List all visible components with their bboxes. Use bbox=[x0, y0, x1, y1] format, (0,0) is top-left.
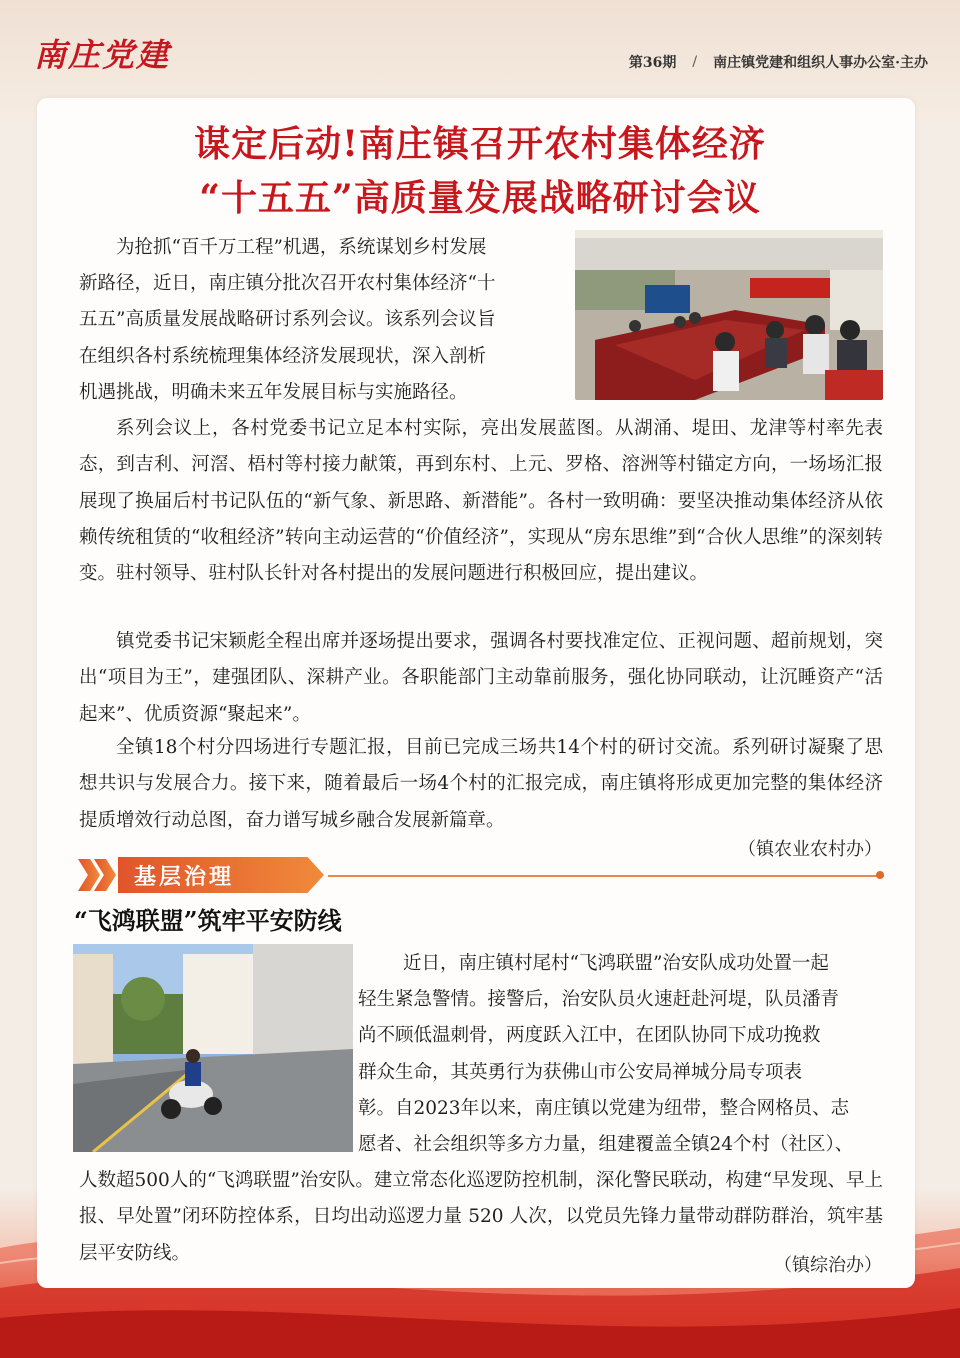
section-dot bbox=[876, 871, 884, 879]
article1-intro-cont bbox=[79, 266, 559, 411]
organizer-text: 南庄镇党建和组织人事办公室·主办 bbox=[713, 55, 928, 71]
side-line: 群众生命，其英勇行为获佛山市公安局禅城分局专项表 bbox=[358, 1061, 803, 1083]
chevron-right-icon bbox=[78, 859, 100, 891]
article2-source: （镇综治办） bbox=[774, 1255, 882, 1276]
side-line: 愿者、社会组织等多方力量，组建覆盖全镇24个村（社区）、 bbox=[358, 1134, 854, 1156]
article1-source: （镇农业农村办） bbox=[738, 839, 882, 860]
intro-line: 在组织各村系统梳理集体经济发展现状，深入剖析 bbox=[79, 345, 487, 367]
section-divider bbox=[328, 875, 884, 877]
intro-line: 五五”高质量发展战略研讨系列会议。该系列会议旨 bbox=[79, 309, 496, 331]
section-label: 基层治理 bbox=[134, 864, 235, 890]
masthead-info bbox=[629, 52, 928, 72]
side-line: 近日，南庄镇村尾村“飞鸿联盟”治安队成功处置一起 bbox=[403, 953, 829, 974]
intro-line: 机遇挑战，明确未来五年发展目标与实施路径。 bbox=[79, 381, 468, 403]
side-line: 轻生紧急警情。接警后，治安队员火速赶赴河堤，队员潘青 bbox=[358, 989, 840, 1010]
article1-paragraph2: 系列会议上，各村党委书记立足本村实际，亮出发展蓝图。从湖涌、堤田、龙津等村率先表态，到吉利、河滘、梧村等村接力献策，再到东村、上元、罗格、溶洲等村锚定方向，一场场汇报展现了换届后村书记队伍的“新气象、新思路、新潜能”。各村一致明确：要坚决推动集体经济从依赖传统租赁的“收租经济”转向主动运营的“价值经济”，实现从“房东思维”到“合伙人思维”的深刻转变。驻村领导、驻村队长针对各村提出的发展问题进行积极回应，提出建议。 bbox=[79, 418, 883, 585]
article-title-line1: 谋定后动!南庄镇召开农村集体经济 bbox=[194, 123, 766, 165]
article1-paragraph4: 全镇18个村分四场进行专题汇报，目前已完成三场共14个村的研讨交流。系列研讨凝聚了思想共识与发展合力。接下来，随着最后一场4个村的汇报完成，南庄镇将形成更加完整的集体经济提质增效行动总图，奋力谱写城乡融合发展新篇章。 bbox=[79, 737, 883, 831]
side-line: 彰。自2023年以来，南庄镇以党建为纽带，整合网格员、志 bbox=[358, 1097, 850, 1119]
article2-side-text bbox=[358, 982, 884, 1163]
issue-number: 第36期 bbox=[628, 55, 677, 71]
article2-title: “飞鸿联盟”筑牢平安防线 bbox=[74, 906, 342, 935]
masthead-logo: 南庄党建 bbox=[34, 36, 171, 74]
article2-paragraph-rest: 人数超500人的“飞鸿联盟”治安队。建立常态化巡逻防控机制，深化警民联动，构建“早发现、早上报、早处置”闭环防控体系，日均出动巡逻力量 520 人次，以党员先锋力量带动群防群治，筑牢基层平安防线。 bbox=[79, 1170, 883, 1264]
article1-paragraph3: 镇党委书记宋颖彪全程出席并逐场提出要求，强调各村要找准定位、正视问题、超前规划，突出“项目为王”，建强团队、深耕产业。各职能部门主动靠前服务，强化协同联动，让沉睡资产“活起来”、优质资源“聚起来”。 bbox=[79, 631, 883, 725]
intro-line: 新路径，近日，南庄镇分批次召开农村集体经济“十 bbox=[79, 273, 496, 294]
article1-intro bbox=[79, 230, 559, 266]
article-title-line2: “十五五”高质量发展战略研讨会议 bbox=[199, 177, 761, 219]
meeting-photo bbox=[575, 230, 883, 400]
article2-side-first bbox=[366, 946, 884, 982]
side-line: 尚不顾低温刺骨，两度跃入江中，在团队协同下成功挽救 bbox=[358, 1025, 821, 1047]
section-header bbox=[78, 853, 884, 895]
masthead-divider: / bbox=[692, 54, 698, 70]
intro-line: 为抢抓“百千万工程”机遇，系统谋划乡村发展 bbox=[116, 237, 487, 258]
patrol-photo bbox=[73, 944, 353, 1152]
